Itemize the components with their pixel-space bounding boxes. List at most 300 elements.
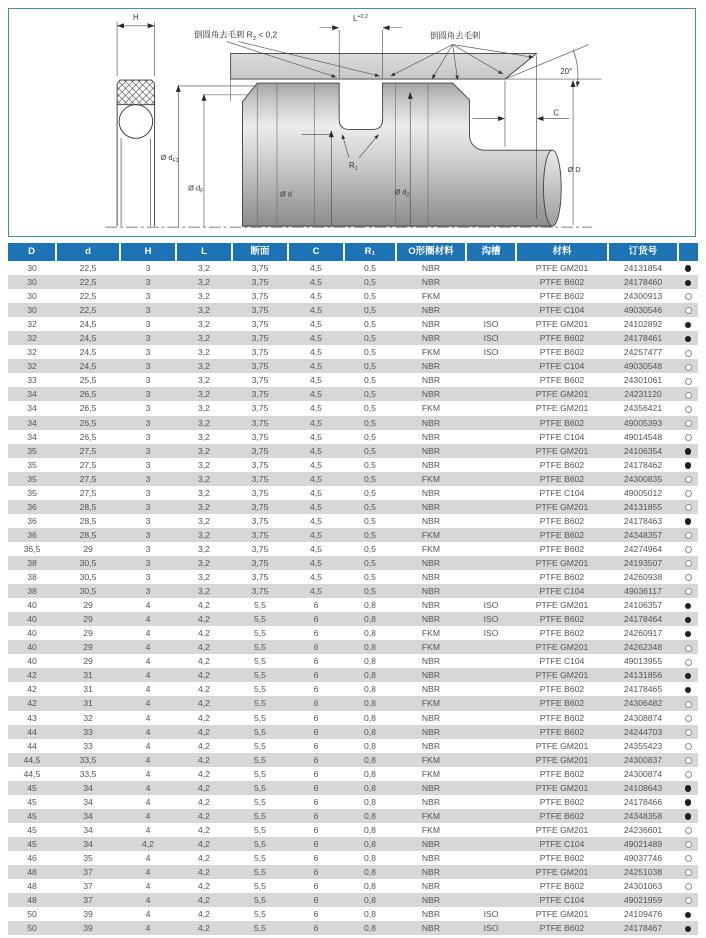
- table-cell: 6: [313, 796, 319, 807]
- table-cell: 0,5: [344, 556, 396, 570]
- slide-ring-hatch: [117, 80, 155, 105]
- table-cell: 49014548: [623, 431, 663, 442]
- table-cell: 3,75: [251, 263, 269, 273]
- table-cell: PTFE C104: [539, 656, 585, 667]
- table-cell: 3: [120, 472, 176, 486]
- table-cell: 4,5: [310, 319, 322, 330]
- table-cell: PTFE B602: [539, 375, 585, 386]
- h-label: H: [133, 12, 139, 22]
- table-cell: PTFE B602: [516, 921, 608, 935]
- table-cell: PTFE GM201: [535, 403, 589, 414]
- table-cell: 5,5: [254, 600, 266, 611]
- open-dot-icon: [685, 406, 692, 413]
- table-row: [8, 303, 698, 317]
- table-cell: NBR: [396, 612, 466, 626]
- availability-cell: [678, 345, 698, 359]
- table-cell: NBR: [421, 263, 441, 273]
- table-cell: PTFE C104: [516, 584, 608, 598]
- table-cell: 3,2: [176, 416, 232, 430]
- availability-cell: [678, 879, 698, 893]
- open-dot-icon: [685, 546, 692, 553]
- table-cell: PTFE B602: [516, 725, 608, 739]
- table-cell: 4,5: [288, 444, 344, 458]
- table-cell: 0,8: [364, 881, 376, 892]
- table-row: [8, 387, 698, 401]
- table-cell: 0,8: [364, 824, 376, 835]
- table-cell: PTFE B602: [539, 796, 585, 807]
- table-cell: 24300913: [623, 291, 663, 302]
- table-body: [8, 261, 698, 935]
- table-cell: NBR: [396, 584, 466, 598]
- column-header: 沟槽: [466, 243, 516, 261]
- o-ring: [119, 105, 153, 139]
- table-cell: 4,5: [310, 375, 322, 386]
- table-cell: PTFE C104: [516, 837, 608, 851]
- table-cell: 37: [56, 893, 120, 907]
- table-cell: 4,2: [198, 740, 210, 751]
- table-cell: 29: [56, 640, 120, 654]
- column-header: C: [288, 243, 344, 261]
- column-header: 订货号: [608, 243, 678, 261]
- table-cell: NBR: [396, 556, 466, 570]
- table-cell: 32: [8, 331, 56, 345]
- table-cell: ISO: [483, 628, 499, 639]
- table-cell: 3,75: [232, 500, 288, 514]
- table-cell: 45: [27, 824, 37, 835]
- table-row: [8, 781, 698, 795]
- table-cell: 0,5: [344, 416, 396, 430]
- table-cell: 5,5: [254, 656, 266, 667]
- table-cell: 24251038: [608, 865, 678, 879]
- table-cell: PTFE B602: [516, 612, 608, 626]
- table-cell: 4: [120, 725, 176, 739]
- table-cell: NBR: [396, 893, 466, 907]
- table-cell: NBR: [421, 431, 441, 442]
- availability-cell: [678, 781, 698, 795]
- table-cell: 24131856: [608, 668, 678, 682]
- table-row: [8, 725, 698, 739]
- table-cell: PTFE B602: [516, 275, 608, 289]
- table-cell: 24,5: [56, 359, 120, 373]
- table-cell: 6: [313, 656, 319, 667]
- table-cell: 24178464: [608, 612, 678, 626]
- table-cell: 4: [120, 753, 176, 767]
- table-cell: 44,5: [23, 768, 41, 779]
- availability-cell: [678, 626, 698, 640]
- table-cell: 44: [27, 740, 37, 751]
- availability-cell: [678, 373, 698, 387]
- angle-label: 20°: [560, 67, 573, 77]
- column-header: D: [8, 243, 56, 261]
- column-header: H: [120, 243, 176, 261]
- table-row: [8, 430, 698, 444]
- table-cell: 22,5: [56, 303, 120, 317]
- table-cell: 0,5: [364, 291, 376, 302]
- table-cell: 24257477: [623, 347, 663, 358]
- table-row: [8, 739, 698, 753]
- table-cell: [466, 416, 516, 430]
- table-cell: 0,8: [364, 740, 376, 751]
- table-cell: 30: [27, 291, 37, 302]
- table-cell: 4,5: [288, 303, 344, 317]
- table-cell: 4: [120, 865, 176, 879]
- table-cell: NBR: [421, 656, 441, 667]
- table-cell: 6: [313, 712, 319, 723]
- table-cell: 3,75: [232, 303, 288, 317]
- table-cell: 35: [83, 852, 93, 863]
- table-cell: 0,8: [344, 781, 396, 795]
- availability-cell: [678, 570, 698, 584]
- table-cell: 24178466: [623, 796, 663, 807]
- table-cell: 24355423: [623, 740, 663, 751]
- table-cell: ISO: [483, 909, 499, 920]
- table-cell: NBR: [421, 740, 441, 751]
- table-cell: 26,5: [56, 387, 120, 401]
- table-cell: 0,5: [344, 359, 396, 373]
- table-cell: NBR: [421, 909, 441, 920]
- open-dot-icon: [685, 588, 692, 595]
- table-cell: 6: [313, 909, 319, 920]
- table-row: [8, 682, 698, 696]
- table-cell: 24106357: [623, 600, 663, 611]
- table-cell: 45: [8, 781, 56, 795]
- table-cell: 30,5: [56, 584, 120, 598]
- table-cell: 24308874: [623, 712, 663, 723]
- table-cell: 24178461: [608, 331, 678, 345]
- table-cell: 45: [27, 796, 37, 807]
- table-cell: 3,2: [198, 572, 210, 583]
- table-cell: FKM: [396, 472, 466, 486]
- table-cell: 4,2: [198, 852, 210, 863]
- table-cell: 4,5: [310, 291, 322, 302]
- table-cell: PTFE B602: [516, 416, 608, 430]
- table-cell: 24300874: [623, 768, 663, 779]
- table-cell: FKM: [396, 753, 466, 767]
- table-cell: 6: [313, 740, 319, 751]
- table-cell: 3,75: [251, 319, 269, 330]
- table-cell: 4,2: [198, 796, 210, 807]
- seal-cross-section: [117, 80, 155, 226]
- table-cell: 37: [83, 881, 93, 892]
- table-row: [8, 893, 698, 907]
- table-cell: 4: [145, 824, 151, 835]
- table-cell: 27,5: [56, 472, 120, 486]
- table-cell: NBR: [396, 837, 466, 851]
- column-header: d: [56, 243, 120, 261]
- open-dot-icon: [685, 701, 692, 708]
- table-cell: PTFE GM201: [516, 444, 608, 458]
- table-cell: FKM: [421, 628, 441, 639]
- table-cell: 49030548: [608, 359, 678, 373]
- availability-cell: [678, 823, 698, 837]
- table-cell: 4: [145, 600, 151, 611]
- table-cell: 0,8: [364, 656, 376, 667]
- table-cell: 5,5: [232, 921, 288, 935]
- table-cell: PTFE C104: [539, 487, 585, 498]
- table-cell: 32: [27, 347, 37, 358]
- table-cell: 4,5: [310, 403, 322, 414]
- table-cell: 3,75: [232, 359, 288, 373]
- table-cell: 31: [56, 696, 120, 710]
- table-cell: 5,5: [254, 628, 266, 639]
- table-cell: 6: [288, 725, 344, 739]
- table-cell: 0,5: [344, 584, 396, 598]
- table-cell: NBR: [421, 572, 441, 583]
- table-cell: NBR: [396, 331, 466, 345]
- table-cell: PTFE C104: [539, 431, 585, 442]
- table-row: [8, 472, 698, 486]
- table-cell: 28,5: [56, 500, 120, 514]
- table-cell: 0,5: [344, 275, 396, 289]
- table-row: [8, 331, 698, 345]
- availability-cell: [678, 865, 698, 879]
- table-cell: 6: [288, 893, 344, 907]
- open-dot-icon: [685, 392, 692, 399]
- table-cell: 3,75: [232, 331, 288, 345]
- table-cell: 6: [288, 809, 344, 823]
- table-cell: 24178460: [608, 275, 678, 289]
- table-cell: 6: [313, 881, 319, 892]
- filled-dot-icon: [685, 785, 692, 792]
- table-cell: NBR: [421, 881, 441, 892]
- table-cell: 0,8: [364, 796, 376, 807]
- table-cell: 24260938: [623, 572, 663, 583]
- filled-dot-icon: [685, 322, 692, 329]
- r1-label: $R_1$: [349, 160, 358, 172]
- table-cell: 36: [8, 500, 56, 514]
- table-cell: 34: [56, 837, 120, 851]
- table-cell: 5,5: [254, 796, 266, 807]
- l-label: $L^{+0,2}$: [352, 13, 369, 23]
- dimension-H: [117, 22, 155, 76]
- table-cell: 3,2: [176, 387, 232, 401]
- table-cell: [466, 795, 516, 809]
- availability-cell: [678, 444, 698, 458]
- table-cell: 3,2: [176, 331, 232, 345]
- table-cell: 34: [83, 796, 93, 807]
- table-cell: 0,8: [344, 640, 396, 654]
- table-cell: NBR: [421, 852, 441, 863]
- table-cell: 0,8: [344, 612, 396, 626]
- table-cell: 49013955: [623, 656, 663, 667]
- table-cell: 3,2: [198, 263, 210, 273]
- table-cell: PTFE B602: [516, 809, 608, 823]
- table-cell: 48: [8, 893, 56, 907]
- table-row: [8, 809, 698, 823]
- table-row: [8, 458, 698, 472]
- table-row: [8, 570, 698, 584]
- table-cell: 4: [120, 612, 176, 626]
- d2-label: Ø $d_2$: [394, 187, 410, 199]
- table-row: [8, 711, 698, 725]
- table-cell: NBR: [396, 416, 466, 430]
- open-dot-icon: [685, 307, 692, 314]
- table-cell: 4,5: [310, 347, 322, 358]
- table-cell: 4,2: [198, 712, 210, 723]
- product-table: [8, 243, 698, 935]
- table-row: [8, 542, 698, 556]
- table-cell: 4: [120, 809, 176, 823]
- filled-dot-icon: [685, 265, 692, 272]
- filled-dot-icon: [685, 912, 692, 919]
- table-cell: FKM: [396, 696, 466, 710]
- big-d-label: Ø D: [567, 164, 581, 174]
- table-cell: 4,2: [176, 753, 232, 767]
- table-cell: 3,2: [176, 528, 232, 542]
- table-cell: PTFE B602: [539, 347, 585, 358]
- availability-cell: [678, 598, 698, 612]
- table-row: [8, 556, 698, 570]
- table-cell: 0,5: [344, 331, 396, 345]
- rod-end-face: [543, 150, 561, 226]
- table-cell: 0,8: [344, 668, 396, 682]
- table-cell: 4,5: [288, 331, 344, 345]
- table-cell: NBR: [396, 359, 466, 373]
- table-cell: 4: [145, 712, 151, 723]
- table-cell: 24109476: [623, 909, 663, 920]
- table-cell: 4,2: [198, 628, 210, 639]
- table-cell: 3,2: [176, 556, 232, 570]
- table-cell: 27,5: [56, 444, 120, 458]
- table-cell: FKM: [421, 403, 441, 414]
- deburr-left-label: 倒圆角去毛刺 $R_2 < 0,2$: [194, 29, 278, 43]
- table-cell: 35: [8, 444, 56, 458]
- table-cell: 48: [27, 881, 37, 892]
- table-cell: [466, 401, 516, 415]
- table-cell: 42: [8, 668, 56, 682]
- deburr-right-label: 倒圆角去毛刺: [429, 30, 481, 41]
- table-cell: FKM: [421, 291, 441, 302]
- table-cell: 24348357: [608, 528, 678, 542]
- table-cell: [466, 472, 516, 486]
- table-cell: 6: [288, 696, 344, 710]
- open-dot-icon: [685, 771, 692, 778]
- availability-cell: [678, 893, 698, 907]
- table-cell: PTFE GM201: [516, 387, 608, 401]
- table-cell: 4,5: [288, 387, 344, 401]
- table-cell: 29: [56, 612, 120, 626]
- table-cell: 40: [8, 640, 56, 654]
- table-cell: 4,5: [310, 431, 322, 442]
- table-cell: 36,5: [23, 543, 41, 554]
- table-cell: 33: [27, 375, 37, 386]
- availability-cell: [678, 767, 698, 781]
- table-cell: 4,5: [288, 472, 344, 486]
- open-dot-icon: [685, 574, 692, 581]
- table-cell: 39: [56, 921, 120, 935]
- table-cell: 4,2: [198, 824, 210, 835]
- table-cell: 6: [313, 768, 319, 779]
- table-cell: [466, 711, 516, 725]
- table-cell: 4,5: [288, 556, 344, 570]
- table-cell: 3,2: [198, 543, 210, 554]
- open-dot-icon: [685, 378, 692, 385]
- table-cell: NBR: [396, 387, 466, 401]
- table-cell: 24,5: [56, 331, 120, 345]
- table-cell: 39: [83, 909, 93, 920]
- table-cell: 3,2: [198, 319, 210, 330]
- table-cell: 4,5: [288, 528, 344, 542]
- availability-cell: [678, 584, 698, 598]
- table-cell: 34: [56, 809, 120, 823]
- table-cell: PTFE B602: [539, 572, 585, 583]
- table-cell: PTFE B602: [516, 528, 608, 542]
- table-cell: [466, 542, 516, 556]
- table-cell: 22,5: [79, 291, 97, 302]
- column-header: R₁: [344, 243, 396, 261]
- open-dot-icon: [685, 350, 692, 357]
- filled-dot-icon: [685, 813, 692, 820]
- availability-cell: [678, 430, 698, 444]
- table-cell: 4,2: [198, 909, 210, 920]
- table-cell: 4: [145, 909, 151, 920]
- table-cell: 4,2: [198, 684, 210, 695]
- open-dot-icon: [685, 504, 692, 511]
- table-cell: 4,2: [176, 865, 232, 879]
- open-dot-icon: [685, 715, 692, 722]
- table-row: [8, 401, 698, 415]
- table-cell: NBR: [396, 921, 466, 935]
- table-cell: 36: [27, 515, 37, 526]
- table-cell: 43: [27, 712, 37, 723]
- filled-dot-icon: [685, 448, 692, 455]
- table-cell: 3: [145, 291, 151, 302]
- availability-cell: [678, 837, 698, 851]
- table-cell: 3,2: [176, 444, 232, 458]
- table-cell: 3: [120, 500, 176, 514]
- table-cell: 5,5: [254, 712, 266, 723]
- table-cell: 4: [120, 696, 176, 710]
- table-cell: 6: [288, 837, 344, 851]
- table-cell: NBR: [421, 459, 441, 470]
- table-cell: 4,5: [310, 515, 322, 526]
- table-cell: FKM: [396, 528, 466, 542]
- table-cell: 24178465: [623, 684, 663, 695]
- availability-cell: [678, 612, 698, 626]
- table-cell: 27,5: [79, 487, 97, 498]
- table-cell: PTFE C104: [516, 303, 608, 317]
- table-cell: 24348358: [608, 809, 678, 823]
- availability-cell: [678, 387, 698, 401]
- table-cell: 3: [120, 359, 176, 373]
- table-cell: [466, 682, 516, 696]
- table-cell: 4,5: [310, 459, 322, 470]
- table-cell: 0,5: [364, 263, 376, 273]
- table-cell: 3,2: [198, 487, 210, 498]
- filled-dot-icon: [685, 280, 692, 287]
- table-cell: 30: [8, 275, 56, 289]
- table-cell: PTFE GM201: [516, 640, 608, 654]
- table-cell: 3: [145, 459, 151, 470]
- table-cell: 4,5: [310, 572, 322, 583]
- table-cell: 3: [120, 584, 176, 598]
- table-cell: 4: [145, 628, 151, 639]
- table-cell: PTFE C104: [516, 359, 608, 373]
- open-dot-icon: [685, 420, 692, 427]
- table-cell: NBR: [421, 515, 441, 526]
- table-cell: 38: [8, 584, 56, 598]
- table-cell: 24178467: [608, 921, 678, 935]
- table-cell: 24236601: [623, 824, 663, 835]
- table-cell: 5,5: [254, 909, 266, 920]
- table-cell: PTFE GM201: [516, 556, 608, 570]
- filled-dot-icon: [685, 603, 692, 610]
- table-cell: 3: [120, 416, 176, 430]
- table-cell: 0,8: [344, 725, 396, 739]
- table-cell: 5,5: [232, 865, 288, 879]
- table-row: [8, 767, 698, 781]
- table-cell: 3,75: [251, 487, 269, 498]
